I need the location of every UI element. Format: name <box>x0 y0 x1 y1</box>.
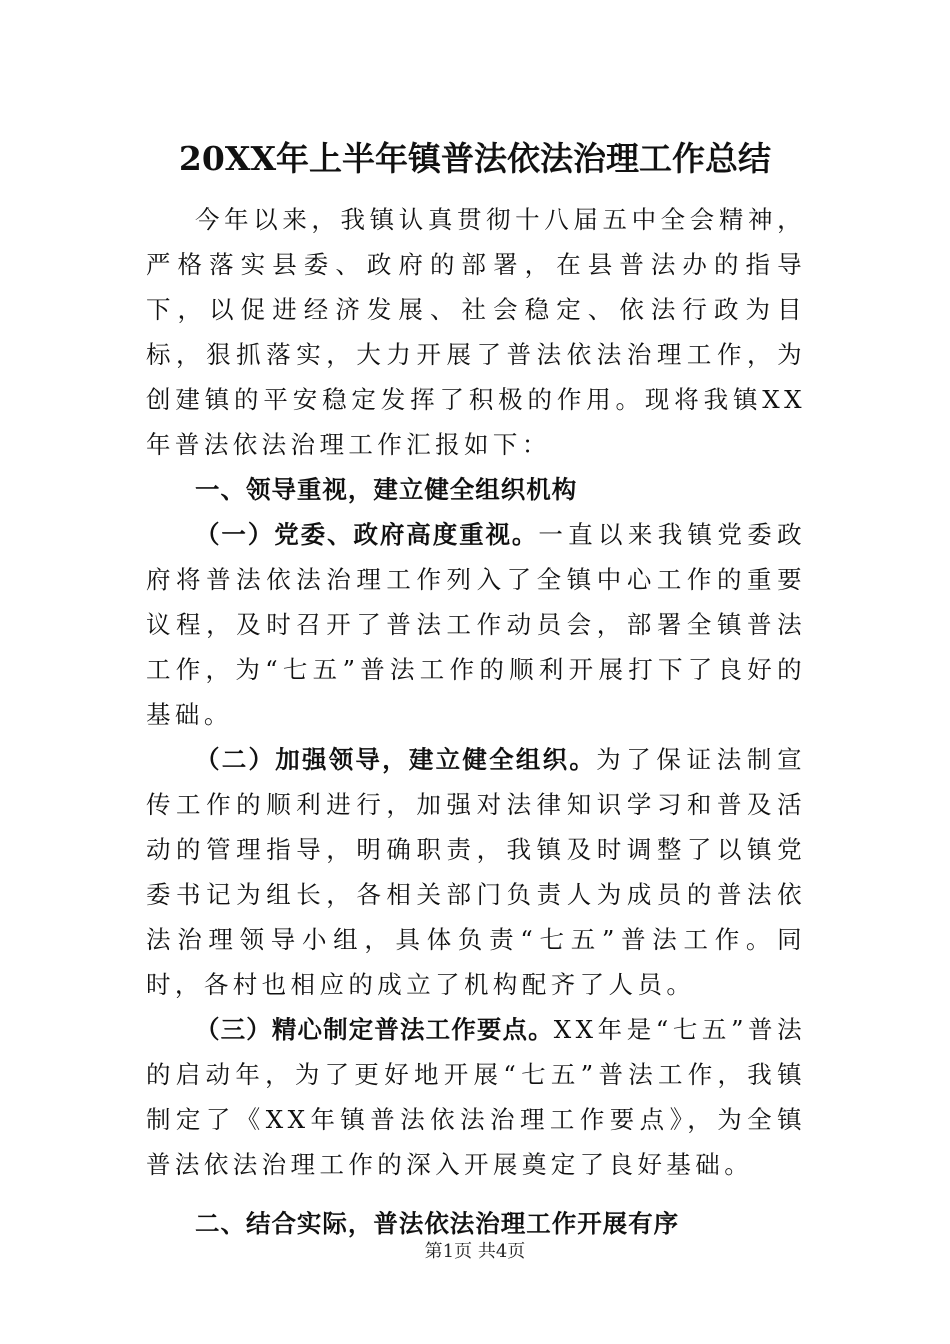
item-text-1: 一直以来我镇党委政府将普法依法治理工作列入了全镇中心工作的重要议程，及时召开了普法工作动员会，部署全镇普法工作，为“七五”普法工作的顺利开展打下了良好的基础。 <box>146 520 806 729</box>
intro-paragraph: 今年以来，我镇认真贯彻十八届五中全会精神，严格落实县委、政府的部署，在县普法办的指导下，以促进经济发展、社会稳定、依法行政为目标，狠抓落实，大力开展了普法依法治理工作，为创建镇的平安稳定发挥了积极的作用。现将我镇XX年普法依法治理工作汇报如下： <box>146 205 806 459</box>
item-text-2: 为了保证法制宣传工作的顺利进行，加强对法律知识学习和普及活动的管理指导，明确职责，我镇及时调整了以镇党委书记为组长，各相关部门负责人为成员的普法依法治理领导小组，具体负责“七五”普法工作。同时，各村也相应的成立了机构配齐了人员。 <box>146 745 806 999</box>
item-paragraph-2 <box>146 737 806 1007</box>
item-paragraph-1 <box>146 512 806 737</box>
item-paragraph-3 <box>146 1007 806 1187</box>
item-lead-1: （一）党委、政府高度重视。 <box>195 520 539 549</box>
section-heading-2: 二、结合实际，普法依法治理工作开展有序 <box>195 1209 680 1238</box>
section-heading-1: 一、领导重视，建立健全组织机构 <box>195 475 578 504</box>
page-number: 第1页 共4页 <box>424 1241 526 1262</box>
item-lead-3: （三）精心制定普法工作要点。 <box>195 1015 554 1044</box>
document-body <box>146 197 806 1246</box>
document-title: 20XX年上半年镇普法依法治理工作总结 <box>178 139 772 178</box>
item-text-3: XX年是“七五”普法的启动年，为了更好地开展“七五”普法工作，我镇制定了《XX年镇普法依法治理工作要点》，为全镇普法依法治理工作的深入开展奠定了良好基础。 <box>146 1015 806 1179</box>
item-lead-2: （二）加强领导，建立健全组织。 <box>195 745 597 774</box>
